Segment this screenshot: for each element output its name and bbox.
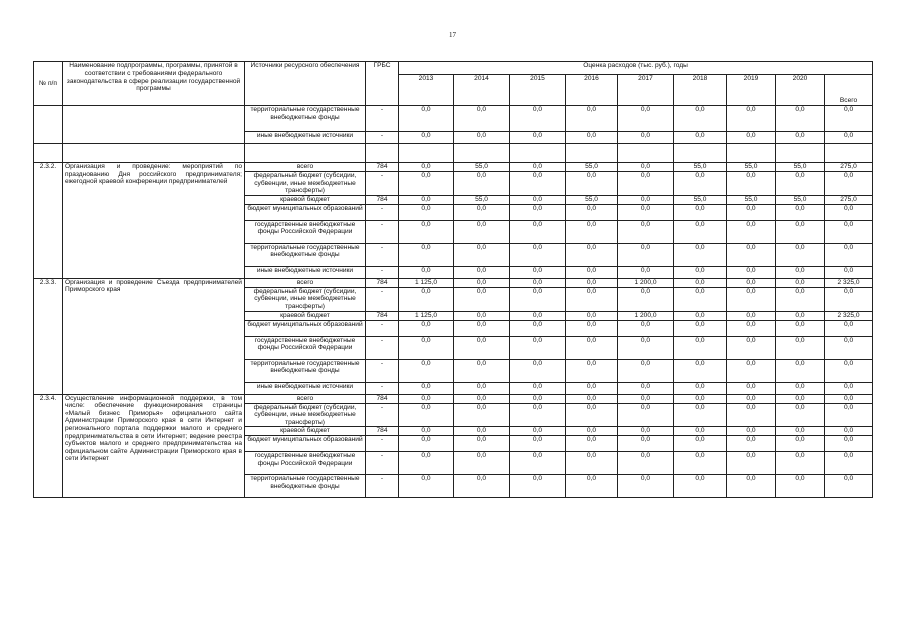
value-cell: 0,0 [727,172,776,196]
source-cell: бюджет муниципальных образований [245,204,366,220]
source-cell: иные внебюджетные источники [245,132,366,144]
value-cell: 0,0 [776,336,825,359]
value-cell: 0,0 [454,204,510,220]
value-cell: 0,0 [510,132,566,144]
value-cell: 0,0 [399,220,454,243]
value-cell: 0,0 [618,287,674,311]
empty-cell [34,144,63,163]
value-cell: 0,0 [825,220,873,243]
value-cell: 0,0 [825,243,873,266]
table-row [34,394,873,403]
table-row [34,278,873,287]
value-cell: 0,0 [510,106,566,132]
value-cell: 0,0 [454,106,510,132]
source-cell: бюджет муниципальных образований [245,436,366,452]
value-cell: 0,0 [776,359,825,382]
value-cell: 0,0 [454,382,510,394]
value-cell: 0,0 [510,452,566,475]
value-cell: 0,0 [618,195,674,204]
value-cell: 0,0 [399,320,454,336]
value-cell: 0,0 [510,163,566,172]
value-cell: 2 325,0 [825,311,873,320]
section-number: 2.3.3. [34,278,63,394]
budget-table [33,61,873,498]
value-cell: 0,0 [510,204,566,220]
value-cell: 0,0 [454,336,510,359]
value-cell: 0,0 [510,266,566,278]
value-cell: 0,0 [566,394,618,403]
value-cell: 0,0 [674,403,727,427]
header-year: 2018 [674,75,727,106]
value-cell: 0,0 [674,204,727,220]
grbs-cell: 784 [366,278,399,287]
source-cell: федеральный бюджет (субсидии, субвенции, иные межбюджетные трансферты) [245,287,366,311]
value-cell: 275,0 [825,195,873,204]
value-cell: 0,0 [727,336,776,359]
value-cell: 0,0 [674,278,727,287]
value-cell: 0,0 [566,172,618,196]
value-cell: 1 125,0 [399,311,454,320]
value-cell: 0,0 [510,278,566,287]
grbs-cell: - [366,382,399,394]
value-cell: 0,0 [825,436,873,452]
value-cell: 0,0 [618,403,674,427]
grbs-cell: - [366,452,399,475]
grbs-cell: - [366,475,399,498]
value-cell: 0,0 [566,436,618,452]
value-cell: 0,0 [674,336,727,359]
value-cell: 0,0 [674,311,727,320]
empty-cell [566,144,618,163]
value-cell: 0,0 [566,278,618,287]
value-cell: 0,0 [825,475,873,498]
value-cell: 0,0 [399,172,454,196]
grbs-cell: - [366,172,399,196]
grbs-cell: - [366,204,399,220]
grbs-cell: - [366,287,399,311]
value-cell: 0,0 [510,475,566,498]
value-cell: 0,0 [727,266,776,278]
grbs-cell: - [366,220,399,243]
value-cell: 0,0 [399,106,454,132]
value-cell: 0,0 [566,320,618,336]
value-cell: 0,0 [454,287,510,311]
empty-cell [399,144,454,163]
value-cell: 0,0 [825,287,873,311]
value-cell: 0,0 [674,427,727,436]
value-cell: 55,0 [566,163,618,172]
value-cell: 0,0 [727,278,776,287]
empty-cell [245,144,366,163]
value-cell: 0,0 [674,220,727,243]
header-num: № п/п [34,62,63,106]
value-cell: 0,0 [618,427,674,436]
value-cell: 55,0 [454,195,510,204]
value-cell: 0,0 [618,266,674,278]
source-cell: иные внебюджетные источники [245,266,366,278]
value-cell: 55,0 [776,163,825,172]
value-cell: 0,0 [727,452,776,475]
value-cell: 1 125,0 [399,278,454,287]
header-year: 2017 [618,75,674,106]
value-cell: 0,0 [674,320,727,336]
value-cell: 0,0 [727,204,776,220]
value-cell: 0,0 [618,436,674,452]
value-cell: 0,0 [566,427,618,436]
value-cell: 0,0 [727,220,776,243]
header-year: 2016 [566,75,618,106]
grbs-cell: - [366,243,399,266]
grbs-cell: - [366,132,399,144]
value-cell: 0,0 [618,172,674,196]
value-cell: 0,0 [674,287,727,311]
value-cell: 0,0 [776,394,825,403]
value-cell: 0,0 [510,382,566,394]
header-name: Наименование подпрограммы, программы, принятой в соответствии с требованиями федерального законодательства в сфере реализации государственной программы [63,62,245,106]
value-cell: 0,0 [510,436,566,452]
empty-cell [674,144,727,163]
value-cell: 0,0 [776,106,825,132]
value-cell: 0,0 [727,427,776,436]
source-cell: территориальные государственные внебюджетные фонды [245,106,366,132]
value-cell: 0,0 [399,132,454,144]
value-cell: 0,0 [454,475,510,498]
value-cell: 0,0 [727,475,776,498]
empty-cell [63,144,245,163]
grbs-cell: 784 [366,195,399,204]
value-cell: 0,0 [674,452,727,475]
value-cell: 0,0 [566,132,618,144]
empty-cell [727,144,776,163]
value-cell: 0,0 [776,382,825,394]
value-cell: 0,0 [566,266,618,278]
value-cell: 0,0 [825,204,873,220]
value-cell: 0,0 [727,382,776,394]
header-grbs: ГРБС [366,62,399,106]
value-cell: 0,0 [566,243,618,266]
value-cell: 0,0 [776,311,825,320]
grbs-cell: 784 [366,163,399,172]
grbs-cell: - [366,320,399,336]
value-cell: 0,0 [454,278,510,287]
source-cell: всего [245,394,366,403]
value-cell: 0,0 [510,427,566,436]
empty-cell [825,144,873,163]
source-cell: государственные внебюджетные фонды Российской Федерации [245,452,366,475]
header-year: 2013 [399,75,454,106]
empty-cell [776,144,825,163]
value-cell: 0,0 [618,320,674,336]
value-cell: 0,0 [510,220,566,243]
value-cell: 0,0 [825,106,873,132]
header-estimate: Оценка расходов (тыс. руб.), годы [399,62,873,75]
value-cell: 0,0 [454,220,510,243]
value-cell: 0,0 [399,436,454,452]
value-cell: 0,0 [674,382,727,394]
header-year: Всего [825,75,873,106]
table-row [34,106,873,132]
value-cell: 0,0 [776,266,825,278]
value-cell: 0,0 [727,287,776,311]
value-cell: 0,0 [825,132,873,144]
value-cell: 0,0 [399,287,454,311]
value-cell: 55,0 [566,195,618,204]
value-cell: 0,0 [566,204,618,220]
value-cell: 0,0 [454,403,510,427]
value-cell: 0,0 [825,394,873,403]
value-cell: 0,0 [776,436,825,452]
value-cell: 0,0 [566,452,618,475]
value-cell: 0,0 [776,452,825,475]
source-cell: территориальные государственные внебюджетные фонды [245,359,366,382]
value-cell: 0,0 [674,394,727,403]
value-cell: 0,0 [618,243,674,266]
value-cell: 275,0 [825,163,873,172]
value-cell: 0,0 [776,243,825,266]
value-cell: 0,0 [510,320,566,336]
grbs-cell: 784 [366,311,399,320]
value-cell: 0,0 [727,359,776,382]
value-cell: 0,0 [399,243,454,266]
grbs-cell: - [366,359,399,382]
header-year: 2015 [510,75,566,106]
value-cell: 55,0 [776,195,825,204]
grbs-cell: - [366,436,399,452]
value-cell: 1 200,0 [618,311,674,320]
grbs-cell: - [366,266,399,278]
value-cell: 0,0 [618,382,674,394]
value-cell: 0,0 [618,359,674,382]
value-cell: 0,0 [618,106,674,132]
value-cell: 0,0 [618,394,674,403]
value-cell: 0,0 [776,403,825,427]
value-cell: 0,0 [776,287,825,311]
value-cell: 0,0 [727,436,776,452]
section-number: 2.3.2. [34,163,63,279]
value-cell: 0,0 [825,403,873,427]
value-cell: 0,0 [618,452,674,475]
value-cell: 0,0 [674,172,727,196]
value-cell: 55,0 [674,195,727,204]
value-cell: 0,0 [454,266,510,278]
value-cell: 1 200,0 [618,278,674,287]
value-cell: 0,0 [825,320,873,336]
grbs-cell: - [366,106,399,132]
grbs-cell: 784 [366,427,399,436]
value-cell: 0,0 [727,320,776,336]
value-cell: 0,0 [618,336,674,359]
value-cell: 55,0 [727,163,776,172]
header-year: 2019 [727,75,776,106]
value-cell: 0,0 [727,311,776,320]
value-cell: 0,0 [510,394,566,403]
value-cell: 0,0 [674,132,727,144]
value-cell: 0,0 [727,132,776,144]
value-cell: 0,0 [674,266,727,278]
value-cell: 0,0 [618,132,674,144]
value-cell: 0,0 [825,359,873,382]
value-cell: 0,0 [674,475,727,498]
header-year: 2020 [776,75,825,106]
grbs-cell: - [366,403,399,427]
section-name: Организация и проведение Съезда предпринимателей Приморского края [63,278,245,394]
value-cell: 55,0 [674,163,727,172]
value-cell: 0,0 [566,336,618,359]
value-cell: 0,0 [566,382,618,394]
value-cell: 0,0 [399,336,454,359]
value-cell: 0,0 [454,394,510,403]
value-cell: 55,0 [727,195,776,204]
value-cell: 0,0 [566,311,618,320]
value-cell: 0,0 [618,220,674,243]
value-cell: 0,0 [399,359,454,382]
value-cell: 0,0 [776,172,825,196]
source-cell: иные внебюджетные источники [245,382,366,394]
value-cell: 0,0 [454,172,510,196]
value-cell: 0,0 [825,427,873,436]
value-cell: 0,0 [399,452,454,475]
source-cell: федеральный бюджет (субсидии, субвенции, иные межбюджетные трансферты) [245,172,366,196]
value-cell: 0,0 [510,403,566,427]
value-cell: 0,0 [566,475,618,498]
source-cell: государственные внебюджетные фонды Российской Федерации [245,336,366,359]
value-cell: 0,0 [510,359,566,382]
value-cell: 0,0 [825,452,873,475]
value-cell: 0,0 [776,475,825,498]
value-cell: 0,0 [674,359,727,382]
source-cell: краевой бюджет [245,195,366,204]
section-name: Организация и проведение: мероприятий по празднованию Дня российского предпринимателя; ежегодной краевой конференции предпринимателей [63,163,245,279]
value-cell: 0,0 [825,172,873,196]
value-cell: 0,0 [776,132,825,144]
source-cell: всего [245,278,366,287]
value-cell: 0,0 [399,195,454,204]
value-cell: 0,0 [454,427,510,436]
value-cell: 0,0 [510,243,566,266]
source-cell: государственные внебюджетные фонды Российской Федерации [245,220,366,243]
empty-cell [454,144,510,163]
value-cell: 0,0 [510,195,566,204]
value-cell: 0,0 [510,287,566,311]
num-cell [34,106,63,144]
value-cell: 0,0 [510,172,566,196]
value-cell: 0,0 [399,382,454,394]
empty-cell [510,144,566,163]
value-cell: 0,0 [454,359,510,382]
header-source: Источники ресурсного обеспечения [245,62,366,106]
value-cell: 0,0 [618,475,674,498]
value-cell: 2 325,0 [825,278,873,287]
value-cell: 0,0 [454,132,510,144]
value-cell: 0,0 [727,394,776,403]
value-cell: 0,0 [399,204,454,220]
value-cell: 0,0 [454,436,510,452]
value-cell: 0,0 [510,311,566,320]
grbs-cell: 784 [366,394,399,403]
section-number: 2.3.4. [34,394,63,498]
value-cell: 0,0 [399,266,454,278]
table-row [34,163,873,172]
value-cell: 0,0 [566,287,618,311]
value-cell: 0,0 [399,427,454,436]
value-cell: 0,0 [674,106,727,132]
value-cell: 0,0 [454,311,510,320]
value-cell: 0,0 [618,163,674,172]
value-cell: 0,0 [566,359,618,382]
value-cell: 0,0 [566,106,618,132]
name-cell [63,106,245,144]
value-cell: 0,0 [776,204,825,220]
value-cell: 0,0 [674,436,727,452]
section-name: Осуществление информационной поддержки, в том числе: обеспечение функционирования страницы «Малый бизнес Приморья» официального сайта Администрации Приморского края в сети Интернет и регионального портала поддержки малого и среднего предпринимательства в сети Интернет; ведение реестра субъектов малого и среднего предпринимательства на официальном сайте Администрации Приморского края в сети Интернет [63,394,245,498]
value-cell: 0,0 [566,220,618,243]
value-cell: 0,0 [776,278,825,287]
value-cell: 0,0 [776,220,825,243]
value-cell: 0,0 [510,336,566,359]
value-cell: 0,0 [399,163,454,172]
empty-cell [366,144,399,163]
value-cell: 0,0 [727,243,776,266]
value-cell: 0,0 [454,243,510,266]
value-cell: 0,0 [776,427,825,436]
spacer-row [34,144,873,163]
grbs-cell: - [366,336,399,359]
value-cell: 0,0 [399,475,454,498]
value-cell: 0,0 [727,106,776,132]
source-cell: территориальные государственные внебюджетные фонды [245,475,366,498]
source-cell: краевой бюджет [245,311,366,320]
value-cell: 0,0 [776,320,825,336]
value-cell: 0,0 [674,243,727,266]
value-cell: 0,0 [727,403,776,427]
empty-cell [618,144,674,163]
source-cell: бюджет муниципальных образований [245,320,366,336]
value-cell: 55,0 [454,163,510,172]
value-cell: 0,0 [566,403,618,427]
source-cell: краевой бюджет [245,427,366,436]
value-cell: 0,0 [454,452,510,475]
source-cell: территориальные государственные внебюджетные фонды [245,243,366,266]
value-cell: 0,0 [399,394,454,403]
header-year: 2014 [454,75,510,106]
page-number: 17 [449,31,456,39]
value-cell: 0,0 [618,204,674,220]
source-cell: всего [245,163,366,172]
value-cell: 0,0 [825,266,873,278]
value-cell: 0,0 [825,382,873,394]
value-cell: 0,0 [825,336,873,359]
value-cell: 0,0 [454,320,510,336]
source-cell: федеральный бюджет (субсидии, субвенции, иные межбюджетные трансферты) [245,403,366,427]
value-cell: 0,0 [399,403,454,427]
